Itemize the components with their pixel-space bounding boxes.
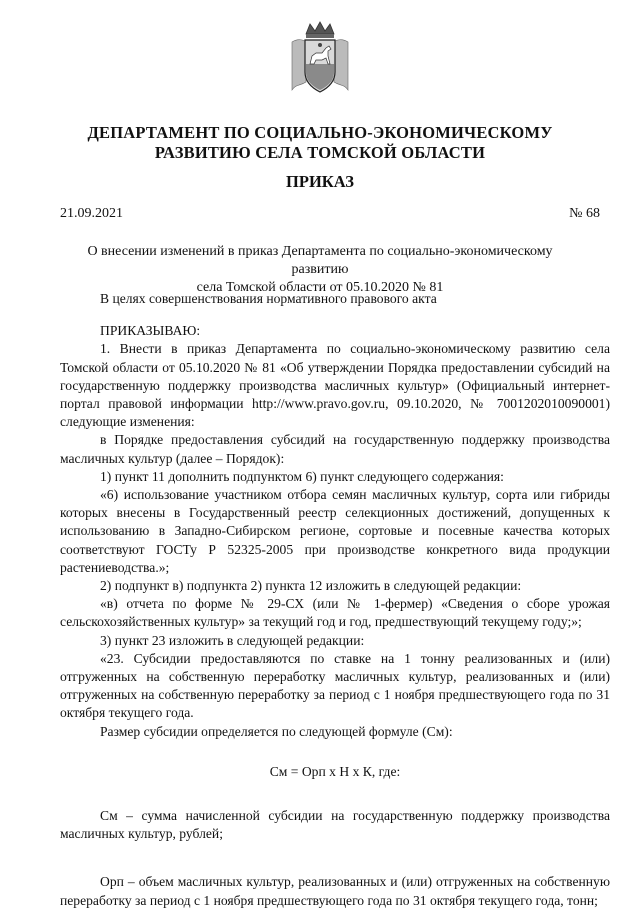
tomsk-region-coat-of-arms-icon [288,20,352,96]
subsidy-formula: См = Орп х Н х К, где: [269,763,401,779]
paragraph-8: «23. Субсидии предоставляются по ставке на 1 тонну реализованных и (или) отгруженных на собственную переработку масличных культур, реализованных и (или) отгруженных на собственную переработку за период с 1 ноября предшествующего года по 31 октября текущего года. [60,650,610,721]
paragraph-5: 2) подпункт в) подпункта 2) пункта 12 изложить в следующей редакции: [100,578,522,594]
order-date: 21.09.2021 [60,206,123,221]
department-title-line1: ДЕПАРТАМЕНТ ПО СОЦИАЛЬНО-ЭКОНОМИЧЕСКОМУ [87,123,553,142]
paragraph-9: Размер субсидии определяется по следующей формуле (См): [100,723,453,739]
preamble: В целях совершенствования нормативного правового акта [100,291,437,306]
paragraph-6: «в) отчета по форме № 29-СХ (или № 1-фермер) «Сведения о сборе урожая сельскохозяйственных культур» за текущий год и год, предшествующий текущему году;»; [60,596,610,630]
order-subject [60,243,580,297]
order-number: № 68 [569,206,600,221]
order-body [60,290,610,910]
document-type-title: ПРИКАЗ [286,172,354,191]
order-word: ПРИКАЗЫВАЮ: [100,323,201,339]
paragraph-1: 1. Внести в приказ Департамента по социально-экономическому развитию села Томской области от 05.10.2020 № 81 «Об утверждении Порядка предоставлении субсидий на государственную поддержку производства масличных культур» (Официальный интернет-портал правовой информации http://www.pravo.gov.ru, 09.10.2020, № 7001202010090001) следующие изменения: [60,341,610,430]
subject-line2: села Томской области от 05.10.2020 № 81 [196,280,444,295]
paragraph-2: в Порядке предоставления субсидий на государственную поддержку производства масличных культур (далее – Порядок): [60,432,610,466]
paragraph-7: 3) пункт 23 изложить в следующей редакции: [100,632,365,648]
subject-line1: О внесении изменений в приказ Департамента по социально-экономическому развитию [87,244,553,277]
department-title-line2: РАЗВИТИЮ СЕЛА ТОМСКОЙ ОБЛАСТИ [154,143,486,162]
paragraph-4: «6) использование участником отбора семян масличных культур, сорта или гибриды которых внесены в Государственный реестр селекционных достижений, допущенных к использованию в Западно-Сибирском регионе, сортовые и посевные качества которых соответствуют ГОСТу Р 52325-2005 при производстве конкретного вида продукции растениеводства.»; [60,487,610,575]
paragraph-11: Орп – объем масличных культур, реализованных и (или) отгруженных на собственную переработку за период с 1 ноября предшествующего года по 31 октября текущего года, тонн; [60,874,610,908]
paragraph-10: См – сумма начисленной субсидии на государственную поддержку производства масличных культур, рублей; [60,808,610,842]
paragraph-3: 1) пункт 11 дополнить подпунктом 6) пункт следующего содержания: [100,468,504,484]
